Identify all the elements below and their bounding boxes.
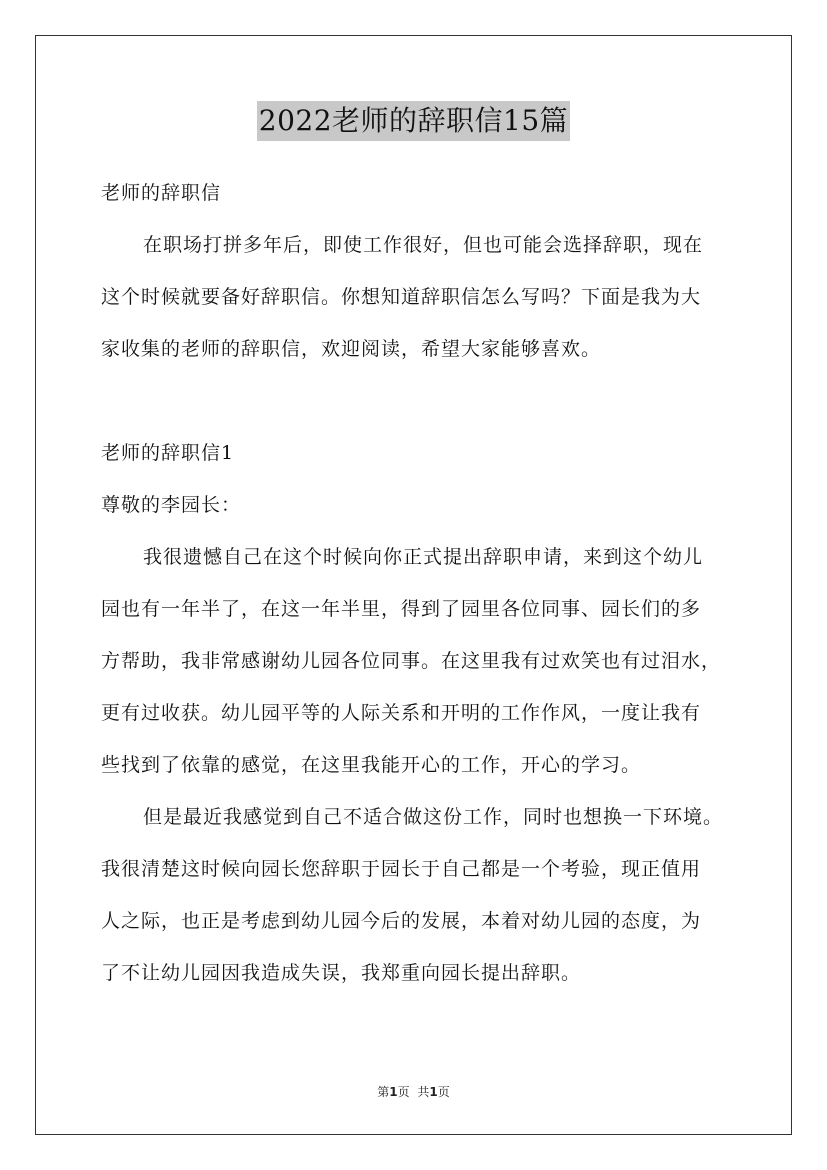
total-suffix: 页 — [437, 1085, 450, 1099]
salutation: 尊敬的李园长： — [101, 494, 242, 516]
document-title: 2022老师的辞职信15篇 — [257, 101, 570, 141]
paragraph-line: 园也有一年半了，在这一年半里，得到了园里各位同事、园长们的多 — [101, 598, 702, 620]
section-heading: 老师的辞职信 — [101, 182, 222, 204]
intro-line: 这个时候就要备好辞职信。你想知道辞职信怎么写吗？下面是我为大 — [101, 286, 702, 308]
intro-line: 在职场打拼多年后，即使工作很好，但也可能会选择辞职，现在 — [143, 234, 704, 256]
paragraph-line: 更有过收获。幼儿园平等的人际关系和开明的工作作风，一度让我有 — [101, 702, 702, 724]
total-prefix: 共 — [417, 1085, 430, 1099]
paragraph-line: 了不让幼儿园因我造成失误，我郑重向园长提出辞职。 — [101, 962, 582, 984]
paragraph-line: 些找到了依靠的感觉，在这里我能开心的工作，开心的学习。 — [101, 754, 642, 776]
blank-line — [101, 382, 741, 434]
total-pages: 1 — [429, 1085, 438, 1099]
letter-heading: 老师的辞职信1 — [101, 442, 235, 464]
page-suffix: 页 — [397, 1085, 410, 1099]
paragraph-line: 我很清楚这时候向园长您辞职于园长于自己都是一个考验，现正值用 — [101, 858, 702, 880]
document-body — [101, 174, 741, 1006]
title-container — [0, 101, 827, 141]
page-footer — [0, 1083, 827, 1100]
intro-line: 家收集的老师的辞职信，欢迎阅读，希望大家能够喜欢。 — [101, 338, 602, 360]
paragraph-line: 但是最近我感觉到自己不适合做这份工作，同时也想换一下环境。 — [143, 806, 724, 828]
page-number: 1 — [389, 1085, 398, 1099]
paragraph-line: 方帮助，我非常感谢幼儿园各位同事。在这里我有过欢笑也有过泪水， — [101, 650, 722, 672]
page-prefix: 第 — [377, 1085, 390, 1099]
paragraph-line: 人之际，也正是考虑到幼儿园今后的发展，本着对幼儿园的态度，为 — [101, 910, 702, 932]
paragraph-line: 我很遗憾自己在这个时候向你正式提出辞职申请，来到这个幼儿 — [143, 546, 704, 568]
